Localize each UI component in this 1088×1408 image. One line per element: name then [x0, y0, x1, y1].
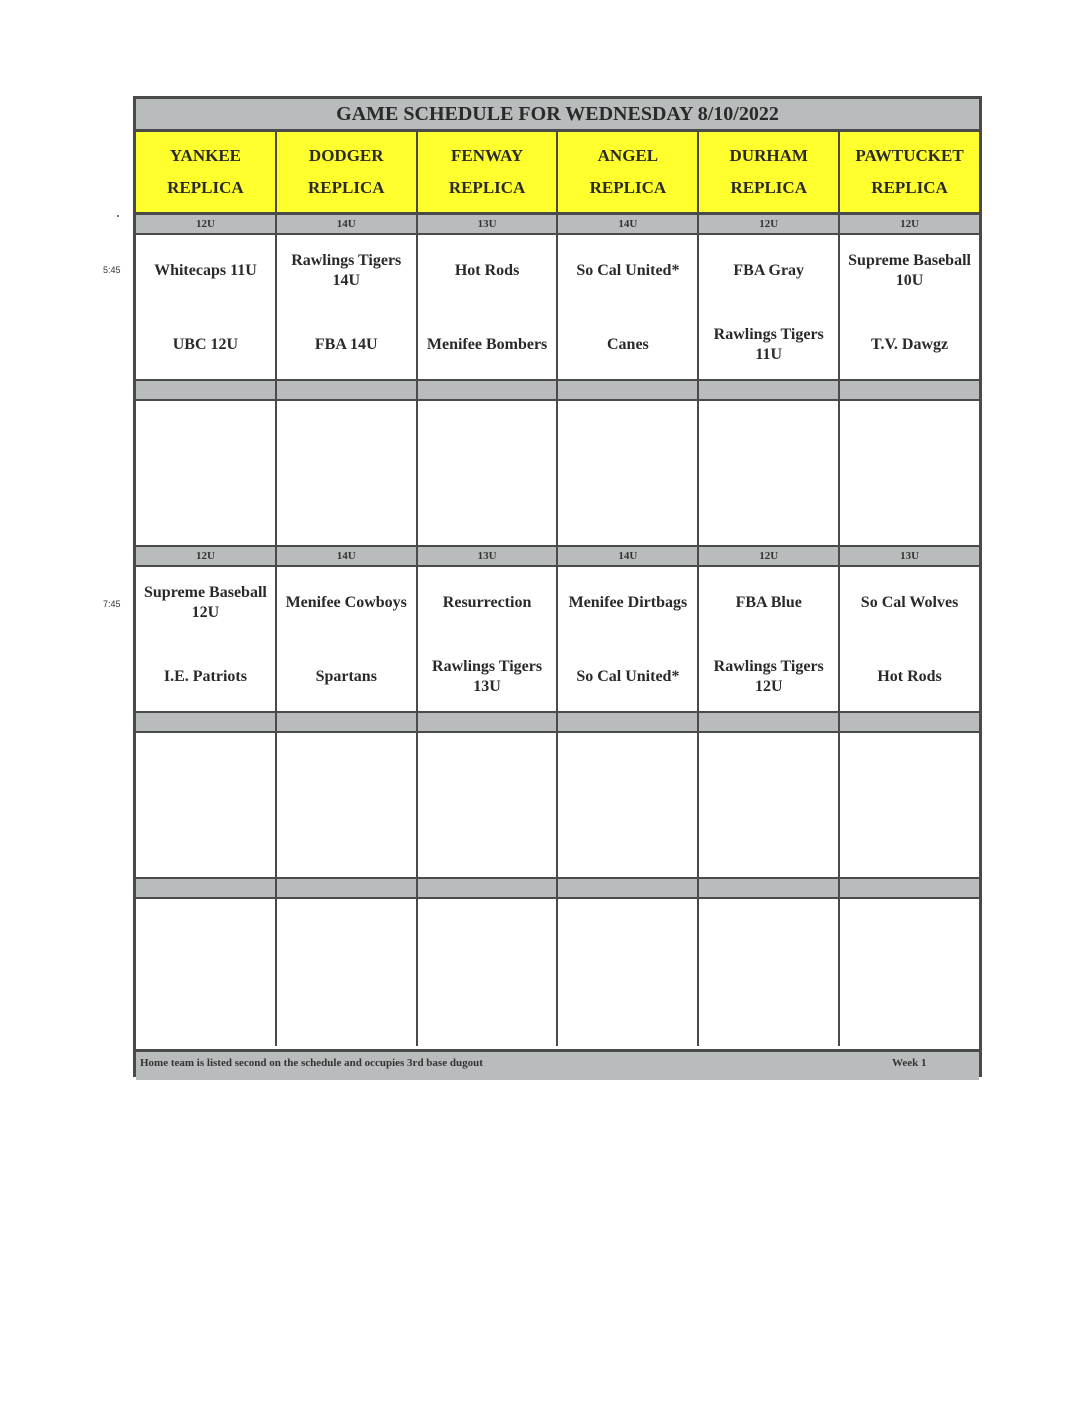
- age-label: 12U: [136, 547, 277, 565]
- field-name: DURHAM: [729, 146, 808, 165]
- age-label: 13U: [418, 547, 559, 565]
- away-team: Rawlings Tigers 14U: [291, 252, 402, 289]
- field-sub: REPLICA: [448, 178, 526, 197]
- home-team: Rawlings Tigers 12U: [713, 658, 824, 695]
- age-label: 14U: [277, 547, 418, 565]
- home-team: Canes: [607, 336, 649, 353]
- time-label-slot-1: 5:45: [103, 265, 121, 275]
- home-team: I.E. Patriots: [163, 668, 247, 685]
- away-team: Supreme Baseball 12U: [144, 584, 267, 621]
- field-header-dodger: [277, 132, 418, 212]
- away-team: FBA Blue: [735, 594, 802, 611]
- week-label: Week 1: [892, 1057, 927, 1069]
- field-header-pawtucket: [840, 132, 979, 212]
- home-team: T.V. Dawgz: [870, 336, 949, 353]
- field-header-angel: [558, 132, 699, 212]
- away-team: So Cal Wolves: [860, 594, 959, 611]
- empty-bar: [136, 379, 979, 401]
- field-name: ANGEL: [597, 146, 659, 165]
- age-label: 12U: [136, 215, 277, 233]
- game-cell: [418, 567, 559, 711]
- home-team-note: Home team is listed second on the schedule and occupies 3rd base dugout: [140, 1057, 483, 1069]
- field-name: DODGER: [308, 146, 384, 165]
- age-label: 12U: [840, 215, 979, 233]
- age-label: 12U: [699, 547, 840, 565]
- field-name: PAWTUCKET: [855, 146, 964, 165]
- game-cell: [277, 567, 418, 711]
- game-cell: [699, 235, 840, 379]
- game-cell: [136, 567, 277, 711]
- field-header-yankee: [136, 132, 277, 212]
- game-cell: [840, 235, 979, 379]
- age-bar-slot-1: [136, 213, 979, 235]
- schedule-sheet: [133, 96, 982, 1077]
- field-sub: REPLICA: [307, 178, 385, 197]
- game-row-slot-2: [136, 567, 979, 711]
- empty-bar: [136, 711, 979, 733]
- field-header-fenway: [418, 132, 559, 212]
- away-team: FBA Gray: [733, 262, 805, 279]
- age-label: 13U: [418, 215, 559, 233]
- schedule-title: GAME SCHEDULE FOR WEDNESDAY 8/10/2022: [136, 99, 979, 132]
- field-name: FENWAY: [451, 146, 524, 165]
- away-team: Hot Rods: [454, 262, 520, 279]
- home-team: UBC 12U: [172, 336, 239, 353]
- game-cell: [558, 235, 699, 379]
- game-cell: [418, 235, 559, 379]
- home-team: Hot Rods: [877, 668, 942, 685]
- home-team: FBA 14U: [314, 336, 378, 353]
- away-team: Supreme Baseball 10U: [848, 252, 971, 289]
- game-cell: [277, 235, 418, 379]
- home-team: Rawlings Tigers 11U: [713, 326, 824, 363]
- game-cell: [840, 567, 979, 711]
- age-label: 13U: [840, 547, 979, 565]
- age-label: 14U: [558, 547, 699, 565]
- field-sub: REPLICA: [589, 178, 667, 197]
- away-team: Menifee Dirtbags: [568, 594, 688, 611]
- home-team: Spartans: [315, 668, 377, 685]
- game-cell: [699, 567, 840, 711]
- empty-game-row: [136, 401, 979, 545]
- away-team: Whitecaps 11U: [154, 262, 257, 279]
- home-team: Rawlings Tigers 13U: [432, 658, 543, 695]
- game-cell: [558, 567, 699, 711]
- home-team: Menifee Bombers: [426, 336, 548, 353]
- stray-mark: [117, 215, 119, 217]
- age-bar-slot-2: [136, 545, 979, 567]
- empty-bar: [136, 877, 979, 899]
- age-label: 12U: [699, 215, 840, 233]
- game-row-slot-1: [136, 235, 979, 379]
- age-label: 14U: [558, 215, 699, 233]
- home-team: So Cal United*: [576, 668, 680, 685]
- field-header-durham: [699, 132, 840, 212]
- age-label: 14U: [277, 215, 418, 233]
- field-sub: REPLICA: [730, 178, 807, 197]
- field-name: YANKEE: [169, 146, 241, 165]
- field-sub: REPLICA: [167, 178, 244, 197]
- away-team: Resurrection: [442, 594, 532, 611]
- field-sub: REPLICA: [871, 178, 948, 197]
- away-team: Menifee Cowboys: [285, 594, 407, 611]
- game-cell: [136, 235, 277, 379]
- empty-game-row: [136, 899, 979, 1046]
- field-header-row: [136, 132, 979, 215]
- footer-bar: [136, 1049, 979, 1080]
- time-label-slot-2: 7:45: [103, 599, 121, 609]
- away-team: So Cal United*: [576, 262, 680, 279]
- empty-game-row: [136, 733, 979, 877]
